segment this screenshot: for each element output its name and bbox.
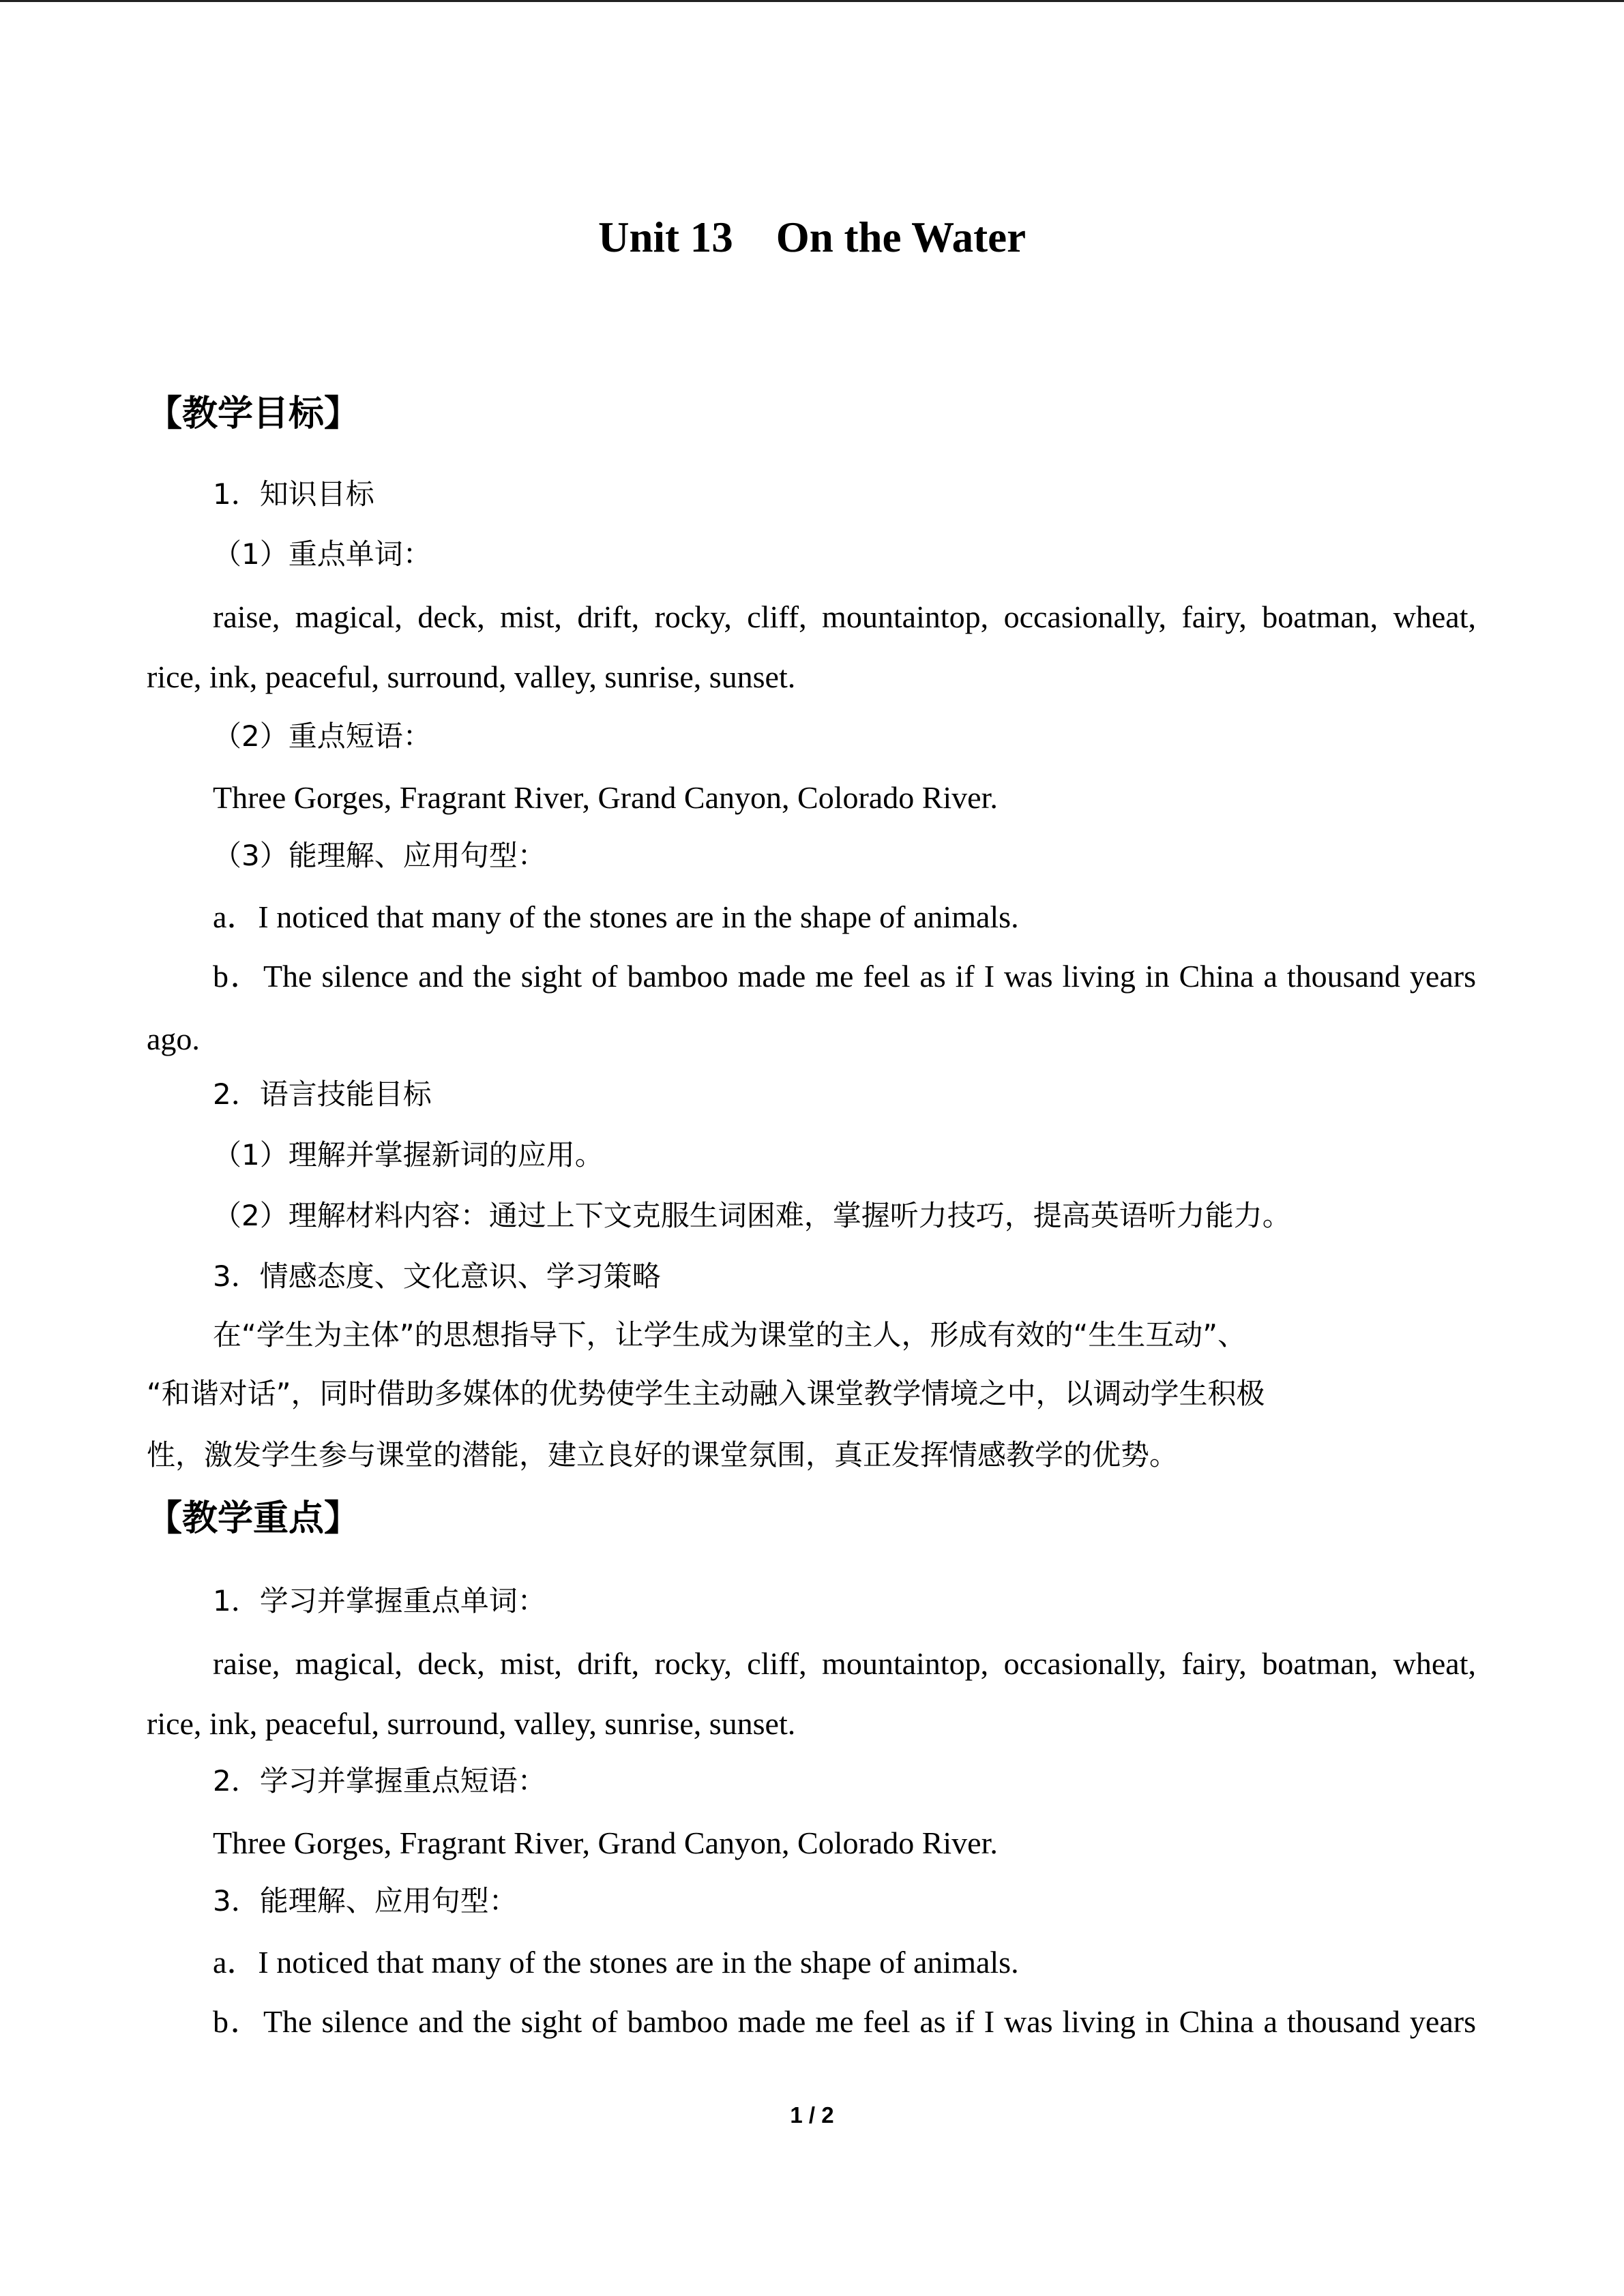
sub-key-phrases: （2）重点短语： [213,719,432,753]
skill-item-1: （1）理解并掌握新词的应用。 [213,1138,604,1172]
key-words-line-1: raise, magical, deck, mist, drift, rocky, cliff, mountaintop, occasionally, fairy, boatman, wheat, [213,599,1476,634]
paragraph-line-2: “和谐对话”，同时借助多媒体的优势使学生主动融入课堂教学情境之中，以调动学生积极 [147,1377,1265,1410]
paragraph-line-1: 在“学生为主体”的思想指导下，让学生成为课堂的主人，形成有效的“生生互动”、 [213,1318,1247,1352]
sentence-b-line-2: ago. [147,1022,200,1056]
section-heading-teaching-goals: 【教学目标】 [147,393,360,434]
document-title: Unit 13 On the Water [597,213,1027,261]
goal-language-skills: 2．语言技能目标 [213,1077,432,1111]
focus-words-line-1: raise, magical, deck, mist, drift, rocky, cliff, mountaintop, occasionally, fairy, boatman, wheat, [213,1646,1476,1681]
focus-sentence-patterns: 3．能理解、应用句型： [213,1884,518,1918]
sentence-a: a．I noticed that many of the stones are in the shape of animals. [213,899,1019,934]
skill-item-2: （2）理解材料内容：通过上下文克服生词困难，掌握听力技巧，提高英语听力能力。 [213,1199,1291,1232]
paragraph-line-3: 性，激发学生参与课堂的潜能，建立良好的课堂氛围，真正发挥情感教学的优势。 [147,1438,1179,1472]
sentence-b-line-1: b．The silence and the sight of bamboo made me feel as if I was living in China a thousand years [213,959,1476,994]
focus-words-line-2: rice, ink, peaceful, surround, valley, sunrise, sunset. [147,1706,796,1741]
sub-sentence-patterns: （3）能理解、应用句型： [213,839,546,872]
section-heading-teaching-focus: 【教学重点】 [147,1498,360,1539]
sub-key-words: （1）重点单词： [213,537,432,571]
goal-knowledge: 1．知识目标 [213,477,374,511]
focus-key-words: 1．学习并掌握重点单词： [213,1584,546,1617]
focus-sentence-a: a．I noticed that many of the stones are in the shape of animals. [213,1945,1019,1980]
focus-phrases: Three Gorges, Fragrant River, Grand Canyon, Colorado River. [213,1825,998,1860]
key-phrases: Three Gorges, Fragrant River, Grand Canyon, Colorado River. [213,780,998,815]
goal-attitude-culture-strategy: 3．情感态度、文化意识、学习策略 [213,1259,661,1293]
focus-key-phrases: 2．学习并掌握重点短语： [213,1764,546,1798]
page-number: 1 / 2 [790,2102,834,2128]
focus-sentence-b-line-1: b．The silence and the sight of bamboo made me feel as if I was living in China a thousand years [213,2004,1476,2039]
key-words-line-2: rice, ink, peaceful, surround, valley, sunrise, sunset. [147,659,796,694]
